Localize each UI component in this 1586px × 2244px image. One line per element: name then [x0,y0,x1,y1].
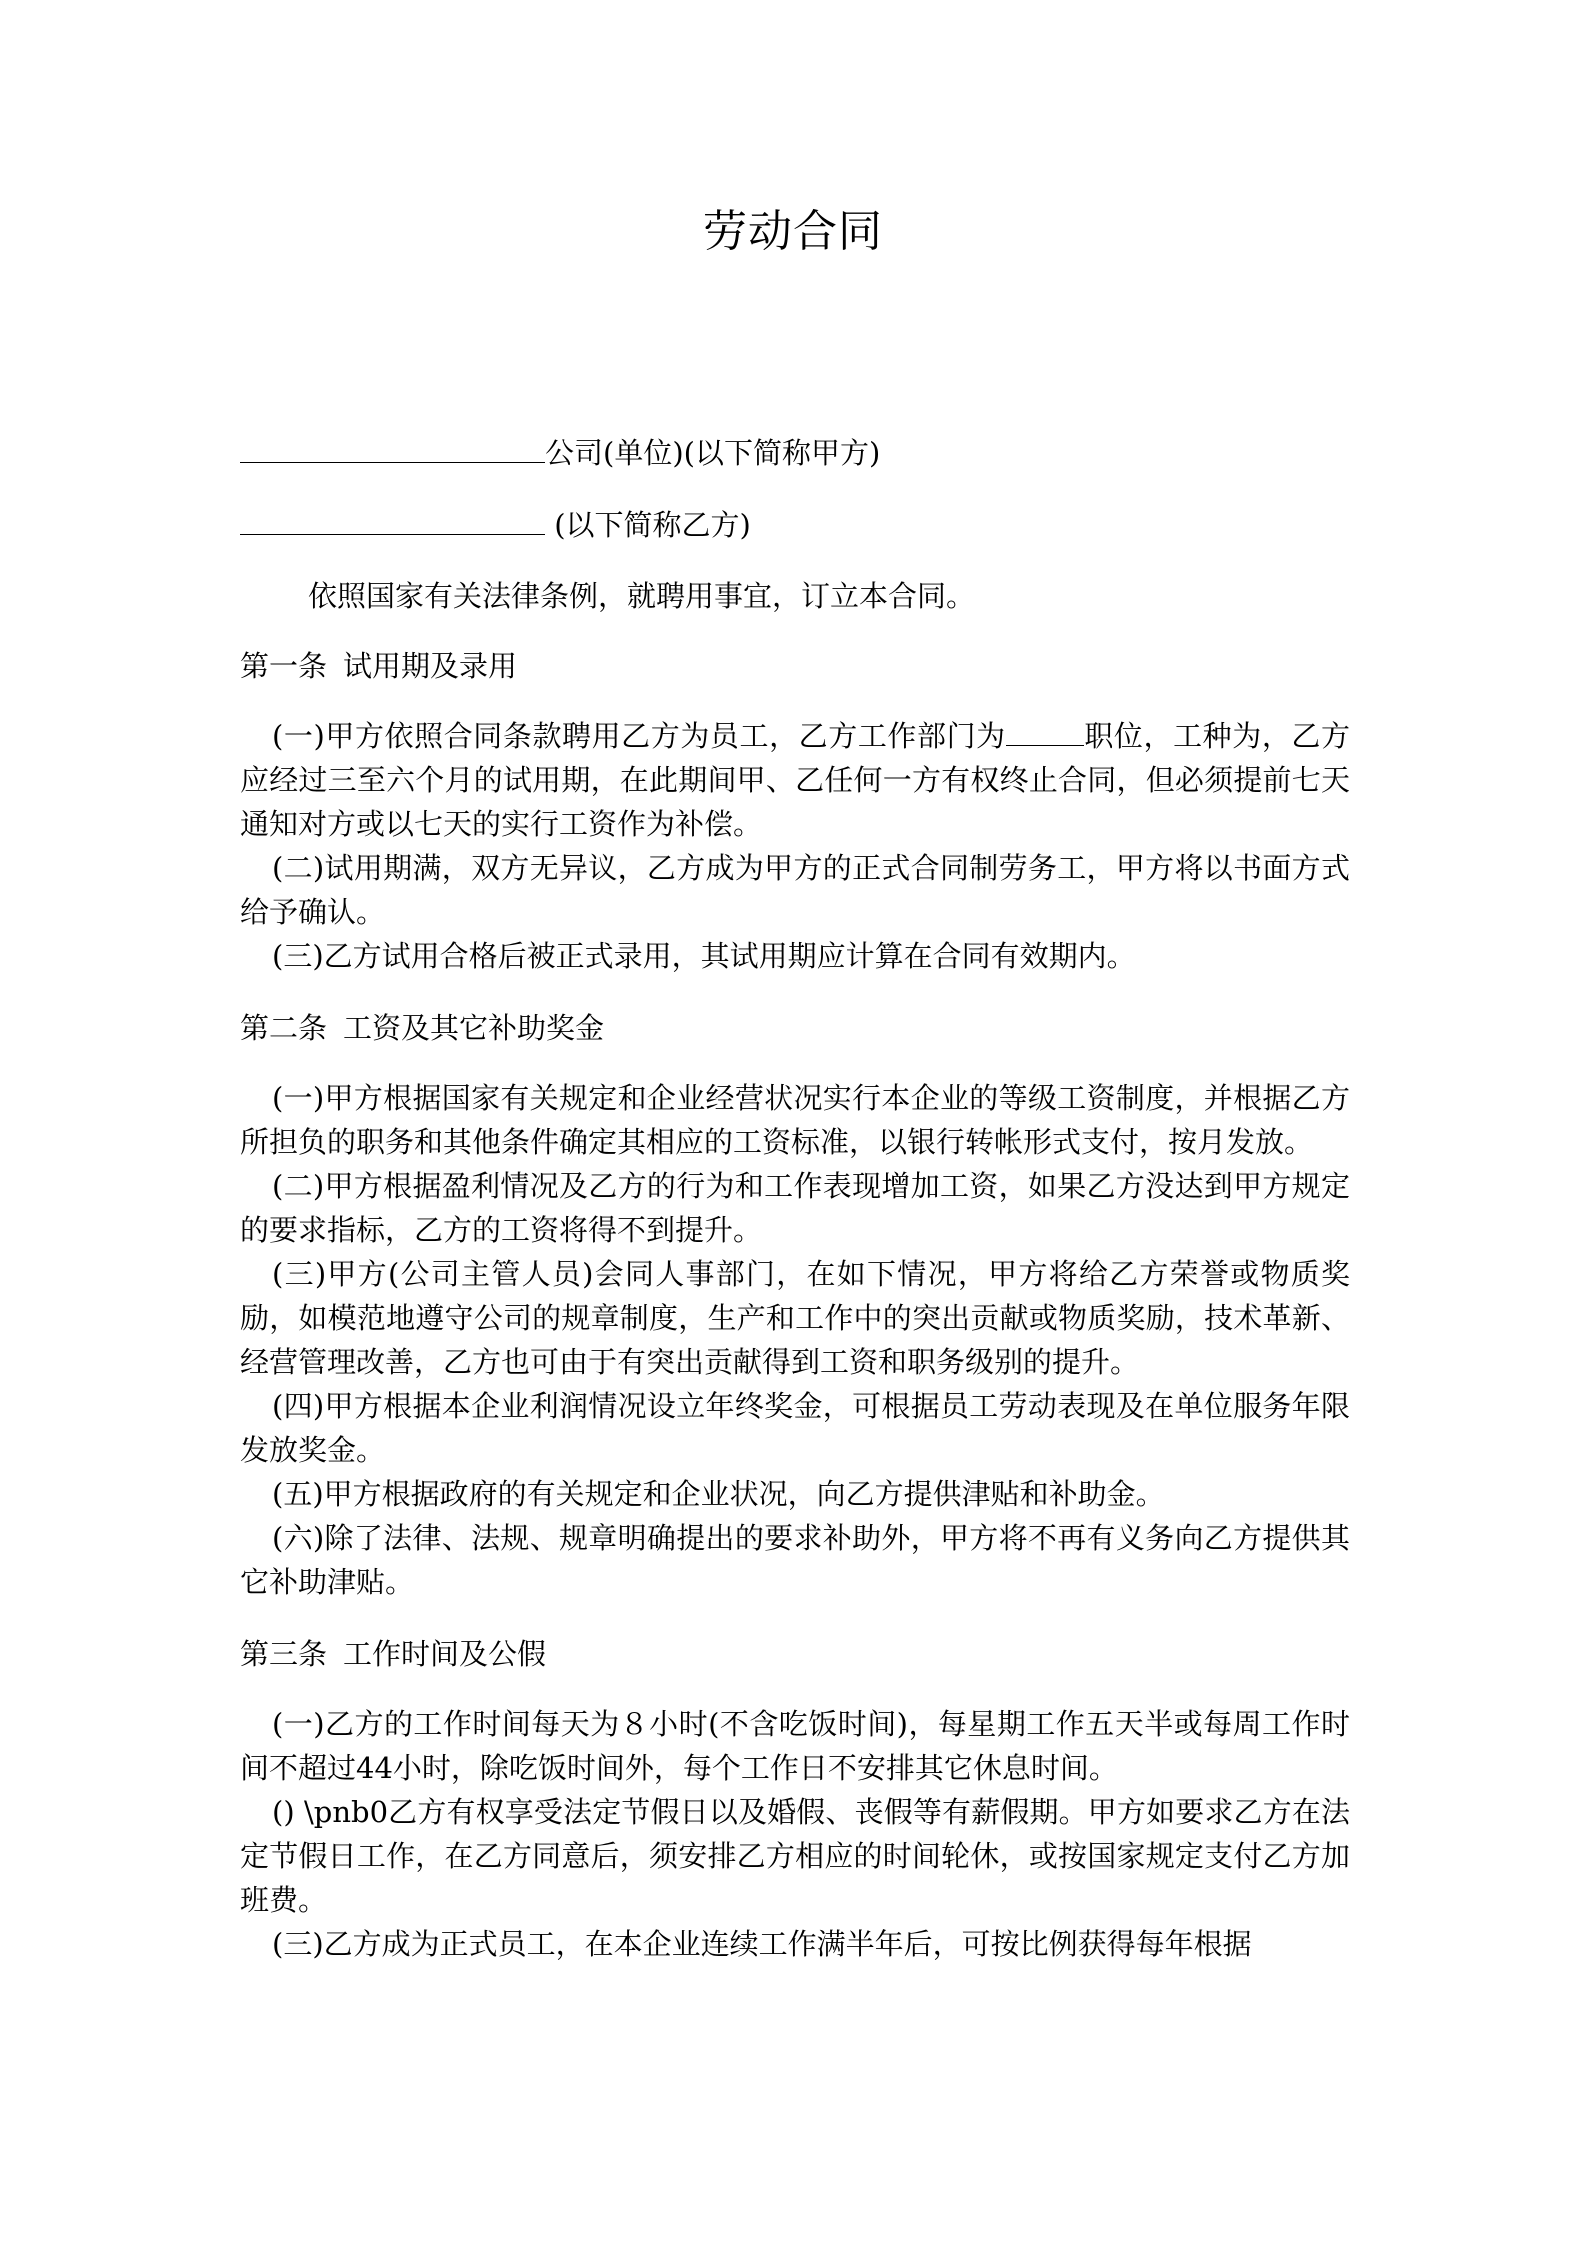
clause-text-after: 职位，工种为，乙方应经过三至六个月的试用期，在此期间甲、乙任何一方有权终止合同，但必须提前七天通知对方或以七天的实行工资作为补偿。 [240,719,1350,841]
clause-text-before: (一)甲方依照合同条款聘用乙方为员工，乙方工作部门为 [272,719,1006,753]
party-b-blank [240,502,545,535]
department-blank [1006,719,1084,746]
clause: (二)试用期满，双方无异议，乙方成为甲方的正式合同制劳务工，甲方将以书面方式给予确认。 [240,851,1350,929]
article-number: 第二条 [240,1011,328,1045]
article-number: 第三条 [240,1637,328,1671]
article-heading [240,1006,1350,1050]
article-heading [240,1632,1350,1676]
article-title: 工资及其它补助奖金 [343,1011,605,1045]
clause: (四)甲方根据本企业利润情况设立年终奖金，可根据员工劳动表现及在单位服务年限发放奖金。 [240,1389,1350,1467]
clause: () \pnb0乙方有权享受法定节假日以及婚假、丧假等有薪假期。甲方如要求乙方在法定节假日工作，在乙方同意后，须安排乙方相应的时间轮休，或按国家规定支付乙方加班费。 [240,1795,1350,1917]
clause: (三)乙方成为正式员工，在本企业连续工作满半年后，可按比例获得每年根据 [272,1927,1252,1961]
party-b-label: (以下简称乙方) [545,508,751,542]
article-title: 试用期及录用 [343,649,518,683]
clause: (五)甲方根据政府的有关规定和企业状况，向乙方提供津贴和补助金。 [272,1477,1165,1511]
article-1 [240,644,1350,978]
intro-paragraph: 依照国家有关法律条例，就聘用事宜，订立本合同。 [308,579,976,613]
party-a-blank [240,430,545,463]
party-b-line [240,502,1350,546]
article-3 [240,1632,1350,1966]
article-2 [240,1006,1350,1604]
clause: (一)乙方的工作时间每天为８小时(不含吃饭时间)，每星期工作五天半或每周工作时间不超过44小时，除吃饭时间外，每个工作日不安排其它休息时间。 [240,1707,1350,1785]
clause: (二)甲方根据盈利情况及乙方的行为和工作表现增加工资，如果乙方没达到甲方规定的要求指标，乙方的工资将得不到提升。 [240,1169,1350,1247]
document-title: 劳动合同 [703,206,883,257]
clause [240,714,1350,846]
clause: (六)除了法律、法规、规章明确提出的要求补助外，甲方将不再有义务向乙方提供其它补助津贴。 [240,1521,1350,1599]
party-a-label: 公司(单位)(以下简称甲方) [545,436,881,470]
clause: (三)乙方试用合格后被正式录用，其试用期应计算在合同有效期内。 [272,939,1136,973]
article-title: 工作时间及公假 [343,1637,547,1671]
clause: (三)甲方(公司主管人员)会同人事部门，在如下情况，甲方将给乙方荣誉或物质奖励，如模范地遵守公司的规章制度，生产和工作中的突出贡献或物质奖励，技术革新、经营管理改善，乙方也可由于有突出贡献得到工资和职务级别的提升。 [240,1257,1350,1379]
article-number: 第一条 [240,649,328,683]
clause: (一)甲方根据国家有关规定和企业经营状况实行本企业的等级工资制度，并根据乙方所担负的职务和其他条件确定其相应的工资标准，以银行转帐形式支付，按月发放。 [240,1081,1350,1159]
document-body [240,430,1350,1994]
party-a-line [240,430,1350,474]
article-heading [240,644,1350,688]
